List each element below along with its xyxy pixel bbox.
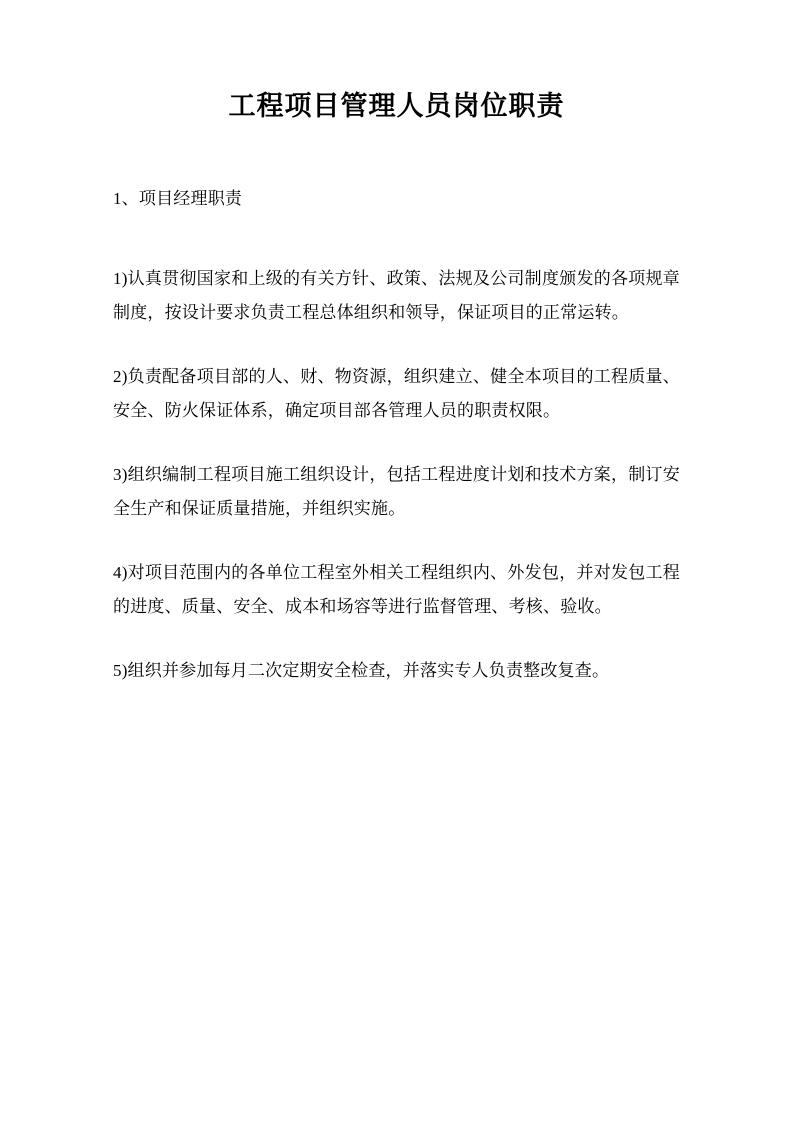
responsibility-item-5: 5)组织并参加每月二次定期安全检查，并落实专人负责整改复查。 <box>113 660 610 680</box>
section-heading-1: 1、项目经理职责 <box>113 188 243 208</box>
document-body <box>113 182 680 688</box>
responsibility-item-4: 4)对项目范围内的各单位工程室外相关工程组织内、外发包，并对发包工程的进度、质量、安全、成本和场容等进行监督管理、考核、验收。 <box>113 562 680 616</box>
page-title: 工程项目管理人员岗位职责 <box>228 91 565 121</box>
responsibility-item-3: 3)组织编制工程项目施工组织设计，包括工程进度计划和技术方案，制订安全生产和保证质量措施，并组织实施。 <box>113 464 680 518</box>
responsibility-item-2: 2)负责配备项目部的人、财、物资源，组织建立、健全本项目的工程质量、安全、防火保证体系，确定项目部各管理人员的职责权限。 <box>113 366 680 420</box>
responsibility-item-1: 1)认真贯彻国家和上级的有关方针、政策、法规及公司制度颁发的各项规章制度，按设计要求负责工程总体组织和领导，保证项目的正常运转。 <box>113 268 680 322</box>
